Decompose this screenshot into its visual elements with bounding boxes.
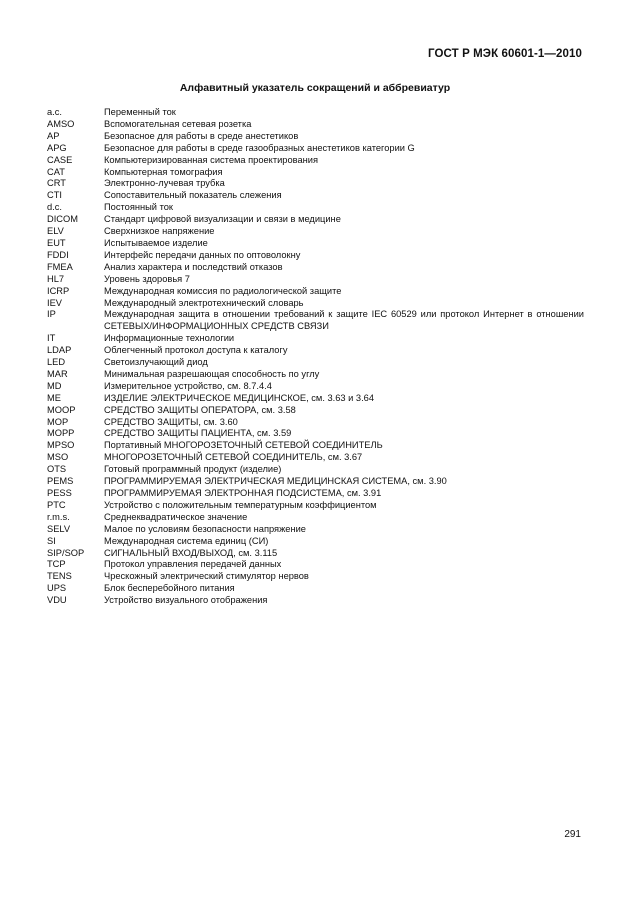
abbreviation-definition: Сопоставительный показатель слежения: [104, 190, 282, 201]
abbreviation-term: d.c.: [47, 202, 62, 213]
abbreviation-term: MAR: [47, 368, 68, 379]
list-item-38: [47, 571, 584, 583]
list-item-18: [47, 333, 584, 345]
abbreviation-term: IEV: [47, 297, 62, 308]
abbreviation-definition: Среднеквадратическое значение: [104, 511, 248, 522]
abbreviation-definition: Малое по условиям безопасности напряжение: [104, 523, 306, 534]
abbreviation-term: LED: [47, 357, 66, 368]
list-item-14: [47, 274, 584, 286]
abbreviation-term: EUT: [47, 237, 66, 248]
list-item-4: [47, 155, 584, 167]
list-item-29: [47, 464, 584, 476]
list-item-7: [47, 190, 584, 202]
abbreviation-term: MPSO: [47, 440, 75, 451]
list-item-12: [47, 250, 584, 262]
abbreviation-definition: СИГНАЛЬНЫЙ ВХОД/ВЫХОД, см. 3.115: [104, 547, 278, 558]
list-item-9: [47, 214, 584, 226]
abbreviation-term: VDU: [47, 595, 67, 606]
list-item-37: [47, 559, 584, 571]
abbreviation-definition: Международная защита в отношении требований к защите IEC 60529 или протокол Интернет в отношении СЕТЕВЫХ/ИНФОРМАЦИОННЫХ СРЕДСТВ СВЯЗИ: [104, 309, 584, 332]
abbreviation-term: LDAP: [47, 345, 72, 356]
abbreviation-definition: Постоянный ток: [104, 202, 173, 213]
abbreviation-definition: Портативный МНОГОРОЗЕТОЧНЫЙ СЕТЕВОЙ СОЕДИНИТЕЛЬ: [104, 440, 383, 451]
list-item-3: [47, 143, 584, 155]
list-item-10: [47, 226, 584, 238]
abbreviation-term: AMSO: [47, 118, 75, 129]
abbreviation-definition: Безопасное для работы в среде анестетиков: [104, 130, 299, 141]
abbreviation-definition: Протокол управления передачей данных: [104, 559, 282, 570]
list-item-17: [47, 309, 584, 333]
abbreviation-definition: СРЕДСТВО ЗАЩИТЫ ПАЦИЕНТА, см. 3.59: [104, 428, 292, 439]
abbreviation-term: UPS: [47, 583, 67, 594]
abbreviation-definition: Анализ характера и последствий отказов: [104, 261, 283, 272]
abbreviation-definition: ПРОГРАММИРУЕМАЯ ЭЛЕКТРОННАЯ ПОДСИСТЕМА, см. 3.91: [104, 488, 382, 498]
abbreviation-term: MD: [47, 380, 62, 391]
abbreviation-term: IP: [47, 309, 56, 320]
abbreviation-list: [47, 107, 584, 607]
abbreviation-term: MOPP: [47, 428, 75, 439]
list-item-6: [47, 178, 584, 190]
page-title: Алфавитный указатель сокращений и аббревиатур: [179, 82, 451, 94]
abbreviation-definition: Сверхнизкое напряжение: [104, 226, 215, 237]
abbreviation-definition: Переменный ток: [104, 107, 176, 117]
abbreviation-definition: Международный электротехнический словарь: [104, 297, 304, 308]
abbreviation-term: PEMS: [47, 476, 74, 487]
abbreviation-definition: Измерительное устройство, см. 8.7.4.4: [104, 380, 272, 391]
abbreviation-term: MOOP: [47, 404, 76, 415]
abbreviation-term: SIP/SOP: [47, 547, 85, 558]
document-header: ГОСТ Р МЭК 60601-1—2010: [428, 48, 582, 60]
list-item-31: [47, 488, 584, 500]
list-item-22: [47, 381, 584, 393]
abbreviation-definition: Интерфейс передачи данных по оптоволокну: [104, 249, 301, 260]
abbreviation-definition: ПРОГРАММИРУЕМАЯ ЭЛЕКТРИЧЕСКАЯ МЕДИЦИНСКАЯ СИСТЕМА, см. 3.90: [104, 476, 447, 487]
list-item-21: [47, 369, 584, 381]
abbreviation-term: MSO: [47, 452, 69, 463]
abbreviation-term: CTI: [47, 190, 62, 201]
abbreviation-term: FMEA: [47, 261, 73, 272]
list-item-0: [47, 107, 584, 119]
abbreviation-definition: Облегченный протокол доступа к каталогу: [104, 345, 288, 356]
abbreviation-definition: Стандарт цифровой визуализации и связи в медицине: [104, 214, 341, 225]
list-item-15: [47, 286, 584, 298]
list-item-39: [47, 583, 584, 595]
list-item-5: [47, 167, 584, 179]
list-item-27: [47, 440, 584, 452]
list-item-34: [47, 524, 584, 536]
list-item-25: [47, 417, 584, 429]
list-item-13: [47, 262, 584, 274]
list-item-23: [47, 393, 584, 405]
list-item-28: [47, 452, 584, 464]
abbreviation-definition: МНОГОРОЗЕТОЧНЫЙ СЕТЕВОЙ СОЕДИНИТЕЛЬ, см. 3.67: [104, 452, 363, 463]
abbreviation-definition: ИЗДЕЛИЕ ЭЛЕКТРИЧЕСКОЕ МЕДИЦИНСКОЕ, см. 3.63 и 3.64: [104, 392, 375, 403]
abbreviation-term: ICRP: [47, 285, 70, 296]
abbreviation-definition: Компьютеризированная система проектирования: [104, 154, 319, 165]
list-item-26: [47, 428, 584, 440]
abbreviation-term: APG: [47, 142, 67, 153]
abbreviation-definition: Компьютерная томография: [104, 166, 223, 177]
list-item-40: [47, 595, 584, 607]
list-item-8: [47, 202, 584, 214]
abbreviation-definition: Международная система единиц (СИ): [104, 535, 269, 546]
abbreviation-term: TCP: [47, 559, 66, 570]
abbreviation-term: ME: [47, 392, 61, 403]
abbreviation-definition: Международная комиссия по радиологической защите: [104, 285, 342, 296]
abbreviation-term: a.c.: [47, 107, 62, 117]
list-item-20: [47, 357, 584, 369]
abbreviation-term: OTS: [47, 464, 67, 475]
abbreviation-term: r.m.s.: [47, 511, 70, 522]
list-item-1: [47, 119, 584, 131]
abbreviation-definition: Испытываемое изделие: [104, 237, 208, 248]
abbreviation-term: PESS: [47, 488, 72, 498]
abbreviation-term: HL7: [47, 273, 65, 284]
abbreviation-term: SELV: [47, 523, 71, 534]
abbreviation-definition: Готовый программный продукт (изделие): [104, 464, 282, 475]
abbreviation-definition: Чрескожный электрический стимулятор нервов: [104, 571, 309, 582]
list-item-11: [47, 238, 584, 250]
list-item-24: [47, 405, 584, 417]
abbreviation-term: AP: [47, 130, 60, 141]
abbreviation-term: CASE: [47, 154, 73, 165]
abbreviation-term: CAT: [47, 166, 65, 177]
list-item-30: [47, 476, 584, 488]
abbreviation-term: MOP: [47, 416, 69, 427]
abbreviation-term: FDDI: [47, 249, 69, 260]
abbreviation-definition: Безопасное для работы в среде газообразных анестетиков категории G: [104, 142, 415, 153]
list-item-16: [47, 298, 584, 310]
abbreviation-term: DICOM: [47, 214, 78, 225]
abbreviation-definition: СРЕДСТВО ЗАЩИТЫ, см. 3.60: [104, 416, 238, 427]
abbreviation-term: TENS: [47, 571, 72, 582]
list-item-35: [47, 536, 584, 548]
abbreviation-definition: Устройство визуального отображения: [104, 595, 268, 606]
abbreviation-definition: Светоизлучающий диод: [104, 357, 208, 368]
abbreviation-term: ELV: [47, 226, 64, 237]
list-item-2: [47, 131, 584, 143]
abbreviation-definition: Информационные технологии: [104, 333, 235, 344]
list-item-36: [47, 548, 584, 560]
abbreviation-definition: Блок бесперебойного питания: [104, 583, 235, 594]
abbreviation-term: IT: [47, 333, 56, 344]
page-number: 291: [564, 829, 581, 840]
abbreviation-definition: СРЕДСТВО ЗАЩИТЫ ОПЕРАТОРА, см. 3.58: [104, 404, 296, 415]
list-item-19: [47, 345, 584, 357]
abbreviation-definition: Электронно-лучевая трубка: [104, 178, 225, 189]
abbreviation-definition: Уровень здоровья 7: [104, 273, 190, 284]
abbreviation-definition: Вспомогательная сетевая розетка: [104, 118, 252, 129]
abbreviation-definition: Минимальная разрешающая способность по углу: [104, 368, 320, 379]
list-item-32: [47, 500, 584, 512]
abbreviation-term: CRT: [47, 178, 66, 189]
abbreviation-term: SI: [47, 535, 56, 546]
list-item-33: [47, 512, 584, 524]
abbreviation-term: PTC: [47, 499, 66, 510]
abbreviation-definition: Устройство с положительным температурным коэффициентом: [104, 499, 377, 510]
